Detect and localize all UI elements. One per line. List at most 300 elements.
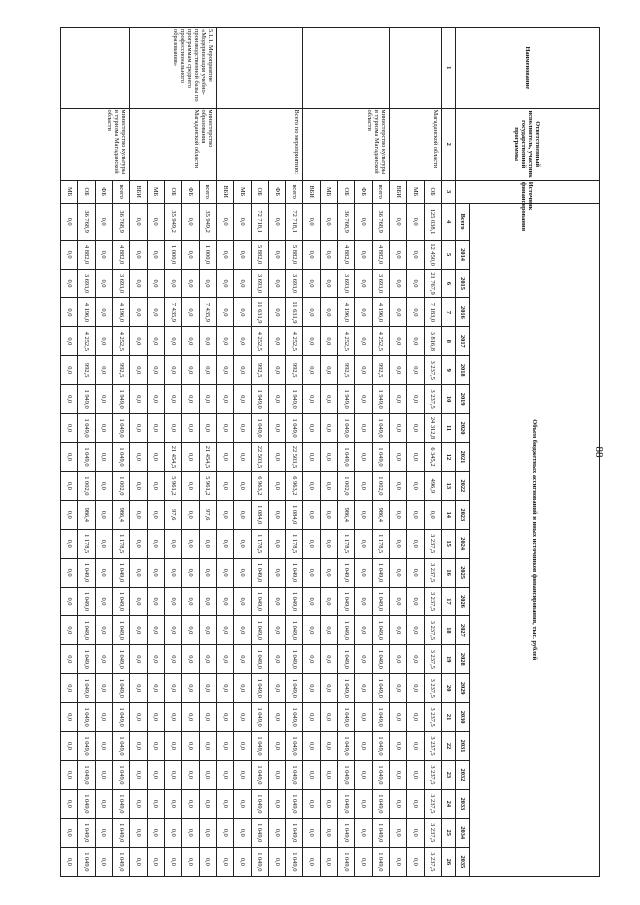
value-cell: 1 049,0 (372, 645, 389, 674)
value-cell: 0,0 (130, 385, 147, 414)
value-cell: 1 049,0 (286, 789, 303, 818)
column-number: 21 (442, 703, 456, 732)
value-cell: 7 435,9 (165, 298, 182, 327)
value-cell: 1 002,0 (372, 471, 389, 500)
column-number: 16 (442, 558, 456, 587)
value-cell: 0,0 (268, 203, 285, 240)
value-cell: 0,0 (268, 703, 285, 732)
value-cell: 0,0 (320, 818, 337, 847)
value-cell: 6 963,2 (286, 471, 303, 500)
value-cell: 1 049,0 (78, 818, 95, 847)
value-cell: 3 693,0 (372, 269, 389, 298)
value-cell: 992,5 (113, 356, 130, 385)
value-cell: 0,0 (390, 471, 407, 500)
column-number: 7 (442, 298, 456, 327)
value-cell: 496,9 (424, 471, 441, 500)
value-cell: 1 049,0 (286, 558, 303, 587)
value-cell: 0,0 (61, 356, 78, 385)
value-cell: 0,0 (390, 732, 407, 761)
value-cell: 0,0 (303, 847, 320, 876)
value-cell: 1 049,0 (113, 443, 130, 472)
value-cell: 992,5 (251, 356, 268, 385)
value-cell: 0,0 (303, 471, 320, 500)
value-cell: 0,0 (130, 645, 147, 674)
value-cell: 0,0 (234, 471, 251, 500)
value-cell: 1 049,0 (78, 847, 95, 876)
value-cell: 0,0 (182, 500, 199, 529)
value-cell: 1 049,0 (372, 789, 389, 818)
column-number: 17 (442, 587, 456, 616)
value-cell: 0,0 (355, 471, 372, 500)
value-cell: 1 049,0 (78, 616, 95, 645)
value-cell: 0,0 (199, 385, 216, 414)
value-cell: 3 237,5 (424, 529, 441, 558)
value-cell: 1 049,0 (338, 558, 355, 587)
value-cell: 0,0 (355, 818, 372, 847)
value-cell: 0,0 (182, 558, 199, 587)
value-cell: 0,0 (320, 587, 337, 616)
value-cell: 0,0 (390, 240, 407, 269)
value-cell: 1 049,0 (372, 674, 389, 703)
value-cell: 0,0 (95, 500, 112, 529)
value-cell: 1 002,0 (113, 471, 130, 500)
value-cell: 1 049,0 (113, 789, 130, 818)
value-cell: 1 049,0 (286, 414, 303, 443)
value-cell: 0,0 (303, 269, 320, 298)
value-cell: 4 252,5 (78, 327, 95, 356)
value-cell: 0,0 (407, 616, 424, 645)
value-cell: 1 049,0 (338, 789, 355, 818)
value-cell: 0,0 (182, 443, 199, 472)
value-cell: 1 049,0 (113, 847, 130, 876)
value-cell: 0,0 (61, 269, 78, 298)
value-cell: 0,0 (130, 269, 147, 298)
value-cell: 0,0 (147, 385, 164, 414)
column-number: 5 (442, 240, 456, 269)
value-cell: 0,0 (130, 818, 147, 847)
value-cell: 0,0 (407, 443, 424, 472)
value-cell: 0,0 (61, 327, 78, 356)
value-cell: 0,0 (320, 356, 337, 385)
value-cell: 0,0 (390, 500, 407, 529)
value-cell: 1 049,0 (286, 847, 303, 876)
value-cell: 0,0 (61, 203, 78, 240)
value-cell: 0,0 (390, 269, 407, 298)
value-cell: 0,0 (147, 414, 164, 443)
value-cell: 986,4 (372, 500, 389, 529)
value-cell: 0,0 (303, 529, 320, 558)
value-cell: 3 237,5 (424, 385, 441, 414)
value-cell: 0,0 (61, 471, 78, 500)
value-cell: 1 049,0 (113, 587, 130, 616)
value-cell: 0,0 (147, 789, 164, 818)
value-cell: 3 237,5 (424, 760, 441, 789)
column-number: 14 (442, 500, 456, 529)
value-cell: 7 183,0 (424, 298, 441, 327)
value-cell: 0,0 (95, 269, 112, 298)
value-cell: 0,0 (268, 269, 285, 298)
value-cell: 97,6 (165, 500, 182, 529)
value-cell: 0,0 (234, 203, 251, 240)
value-cell: 0,0 (407, 356, 424, 385)
value-cell: 0,0 (355, 203, 372, 240)
value-cell: 0,0 (407, 760, 424, 789)
value-cell: 0,0 (165, 385, 182, 414)
value-cell: 0,0 (182, 818, 199, 847)
value-cell: 0,0 (130, 847, 147, 876)
value-cell: 1 049,0 (78, 732, 95, 761)
value-cell: 0,0 (61, 760, 78, 789)
header-year: 2015 (456, 269, 470, 298)
value-cell: 0,0 (130, 760, 147, 789)
column-number: 9 (442, 356, 456, 385)
value-cell: 1 049,0 (251, 674, 268, 703)
column-number: 26 (442, 847, 456, 876)
value-cell: 0,0 (355, 732, 372, 761)
value-cell: 0,0 (216, 500, 233, 529)
value-cell: 0,0 (130, 327, 147, 356)
value-cell: 1 084,0 (286, 500, 303, 529)
value-cell: 0,0 (165, 558, 182, 587)
value-cell: 0,0 (268, 529, 285, 558)
value-cell: 21 454,5 (165, 443, 182, 472)
value-cell: 0,0 (320, 847, 337, 876)
value-cell: 0,0 (234, 443, 251, 472)
value-cell: 0,0 (268, 500, 285, 529)
value-cell: 0,0 (165, 587, 182, 616)
value-cell: 0,0 (147, 240, 164, 269)
value-cell: 1 000,0 (165, 240, 182, 269)
participant-cell: Всего по мероприятию: (216, 108, 303, 180)
value-cell: 0,0 (130, 558, 147, 587)
value-cell: 0,0 (130, 240, 147, 269)
value-cell: 986,4 (78, 500, 95, 529)
value-cell: 1 049,0 (286, 703, 303, 732)
column-number: 10 (442, 385, 456, 414)
value-cell: 0,0 (268, 847, 285, 876)
value-cell: 0,0 (303, 500, 320, 529)
value-cell: 0,0 (216, 732, 233, 761)
value-cell: 0,0 (424, 500, 441, 529)
header-year: 2016 (456, 298, 470, 327)
value-cell: 0,0 (268, 818, 285, 847)
value-cell: 0,0 (199, 558, 216, 587)
value-cell: 0,0 (147, 645, 164, 674)
column-number: 2 (442, 108, 456, 180)
header-total: Всего (456, 203, 470, 240)
value-cell: 1 002,0 (78, 471, 95, 500)
value-cell: 4 882,0 (78, 240, 95, 269)
value-cell: 0,0 (95, 414, 112, 443)
value-cell: 1 049,0 (372, 703, 389, 732)
value-cell: 0,0 (61, 789, 78, 818)
value-cell: 1 049,0 (372, 616, 389, 645)
header-year: 2034 (456, 818, 470, 847)
value-cell: 3 237,5 (424, 645, 441, 674)
value-cell: 0,0 (165, 616, 182, 645)
value-cell: 0,0 (130, 674, 147, 703)
value-cell: 0,0 (234, 587, 251, 616)
value-cell: 1 049,0 (78, 674, 95, 703)
value-cell: 0,0 (182, 847, 199, 876)
activity-name-cell: 5.1.1. Мероприятие «Модернизация учебно-производственной базы по программам среднего профессионального образования» (130, 28, 217, 109)
source-cell: ВБИ (303, 180, 320, 203)
value-cell: 1 178,5 (338, 529, 355, 558)
value-cell: 0,0 (234, 616, 251, 645)
value-cell: 0,0 (95, 789, 112, 818)
value-cell: 4 196,0 (338, 298, 355, 327)
value-cell: 0,0 (234, 298, 251, 327)
value-cell: 0,0 (95, 587, 112, 616)
header-year: 2021 (456, 443, 470, 472)
value-cell: 0,0 (234, 558, 251, 587)
value-cell: 0,0 (61, 847, 78, 876)
value-cell: 24 312,8 (424, 414, 441, 443)
value-cell: 0,0 (61, 558, 78, 587)
value-cell: 0,0 (147, 616, 164, 645)
value-cell: 1 049,0 (78, 443, 95, 472)
source-cell: МБ (61, 180, 78, 203)
value-cell: 1 049,0 (78, 587, 95, 616)
header-source: Источник финансирования (456, 180, 600, 203)
value-cell: 0,0 (390, 703, 407, 732)
value-cell: 0,0 (165, 732, 182, 761)
column-number: 4 (442, 203, 456, 240)
value-cell: 1 049,0 (338, 674, 355, 703)
value-cell: 0,0 (95, 203, 112, 240)
value-cell: 0,0 (61, 818, 78, 847)
value-cell: 0,0 (182, 471, 199, 500)
header-year: 2032 (456, 760, 470, 789)
value-cell: 1 949,0 (78, 385, 95, 414)
value-cell: 0,0 (355, 847, 372, 876)
value-cell: 0,0 (234, 674, 251, 703)
value-cell: 1 049,0 (286, 760, 303, 789)
value-cell: 0,0 (268, 587, 285, 616)
value-cell: 0,0 (216, 616, 233, 645)
value-cell: 0,0 (199, 847, 216, 876)
value-cell: 0,0 (147, 558, 164, 587)
value-cell: 3 237,5 (424, 847, 441, 876)
value-cell: 0,0 (130, 703, 147, 732)
value-cell: 1 049,0 (286, 645, 303, 674)
value-cell: 0,0 (216, 356, 233, 385)
value-cell: 4 196,0 (78, 298, 95, 327)
value-cell: 1 049,0 (113, 414, 130, 443)
value-cell: 0,0 (355, 645, 372, 674)
value-cell: 0,0 (268, 356, 285, 385)
value-cell: 0,0 (182, 587, 199, 616)
value-cell: 1 049,0 (251, 732, 268, 761)
value-cell: 0,0 (216, 558, 233, 587)
value-cell: 0,0 (95, 443, 112, 472)
value-cell: 0,0 (147, 732, 164, 761)
header-year: 2017 (456, 327, 470, 356)
value-cell: 1 049,0 (286, 616, 303, 645)
header-year: 2018 (456, 356, 470, 385)
value-cell: 0,0 (165, 760, 182, 789)
value-cell: 0,0 (216, 298, 233, 327)
value-cell: 1 049,0 (372, 760, 389, 789)
column-number: 25 (442, 818, 456, 847)
value-cell: 0,0 (320, 760, 337, 789)
value-cell: 1 049,0 (286, 674, 303, 703)
source-cell: ВБИ (130, 180, 147, 203)
value-cell: 1 002,0 (338, 471, 355, 500)
activity-name-cell (61, 28, 130, 109)
value-cell: 21 454,5 (199, 443, 216, 472)
value-cell: 5 961,2 (165, 471, 182, 500)
value-cell: 1 049,0 (338, 414, 355, 443)
value-cell: 0,0 (320, 414, 337, 443)
value-cell: 0,0 (268, 443, 285, 472)
value-cell: 1 178,5 (113, 529, 130, 558)
value-cell: 0,0 (182, 789, 199, 818)
value-cell: 0,0 (165, 645, 182, 674)
value-cell: 0,0 (199, 789, 216, 818)
value-cell: 0,0 (303, 818, 320, 847)
value-cell: 0,0 (407, 385, 424, 414)
value-cell: 1 178,5 (251, 529, 268, 558)
source-cell: МБ (407, 180, 424, 203)
value-cell: 0,0 (216, 203, 233, 240)
value-cell: 0,0 (355, 327, 372, 356)
value-cell: 0,0 (407, 529, 424, 558)
value-cell: 1 049,0 (251, 789, 268, 818)
value-cell: 0,0 (320, 616, 337, 645)
value-cell: 0,0 (320, 789, 337, 818)
activity-name-cell (390, 28, 442, 109)
value-cell: 0,0 (303, 616, 320, 645)
value-cell: 0,0 (320, 645, 337, 674)
value-cell: 0,0 (95, 356, 112, 385)
column-number: 24 (442, 789, 456, 818)
value-cell: 0,0 (407, 674, 424, 703)
value-cell: 0,0 (268, 240, 285, 269)
value-cell: 0,0 (95, 327, 112, 356)
source-cell: ОБ (165, 180, 182, 203)
value-cell: 0,0 (390, 414, 407, 443)
value-cell: 0,0 (182, 298, 199, 327)
header-year: 2024 (456, 529, 470, 558)
value-cell: 0,0 (182, 674, 199, 703)
value-cell: 0,0 (199, 674, 216, 703)
value-cell: 0,0 (303, 298, 320, 327)
rotated-page (60, 27, 600, 877)
header-year: 2028 (456, 645, 470, 674)
value-cell: 0,0 (355, 240, 372, 269)
value-cell: 3 237,5 (424, 674, 441, 703)
funding-table (60, 27, 600, 877)
value-cell: 1 049,0 (338, 732, 355, 761)
value-cell: 0,0 (390, 529, 407, 558)
value-cell: 0,0 (320, 500, 337, 529)
value-cell: 0,0 (95, 529, 112, 558)
value-cell: 1 049,0 (113, 558, 130, 587)
value-cell: 11 631,9 (251, 298, 268, 327)
value-cell: 0,0 (216, 327, 233, 356)
value-cell: 1 049,0 (338, 847, 355, 876)
value-cell: 125 038,1 (424, 203, 441, 240)
value-cell: 3 693,0 (286, 269, 303, 298)
value-cell: 0,0 (165, 703, 182, 732)
value-cell: 1 049,0 (251, 616, 268, 645)
value-cell: 0,0 (320, 240, 337, 269)
value-cell: 1 049,0 (78, 703, 95, 732)
value-cell: 0,0 (95, 558, 112, 587)
column-number: 19 (442, 645, 456, 674)
value-cell: 3 237,5 (424, 356, 441, 385)
value-cell: 0,0 (390, 203, 407, 240)
table-row (286, 28, 303, 877)
value-cell: 0,0 (147, 356, 164, 385)
value-cell: 0,0 (390, 645, 407, 674)
value-cell: 0,0 (147, 587, 164, 616)
value-cell: 986,4 (113, 500, 130, 529)
value-cell: 0,0 (390, 847, 407, 876)
value-cell: 1 049,0 (113, 616, 130, 645)
source-cell: всего (286, 180, 303, 203)
value-cell: 0,0 (147, 500, 164, 529)
value-cell: 0,0 (95, 674, 112, 703)
value-cell: 0,0 (165, 818, 182, 847)
column-number: 23 (442, 760, 456, 789)
value-cell: 1 049,0 (372, 847, 389, 876)
column-number: 15 (442, 529, 456, 558)
value-cell: 0,0 (303, 203, 320, 240)
value-cell: 4 252,5 (251, 327, 268, 356)
value-cell: 0,0 (199, 760, 216, 789)
value-cell: 0,0 (355, 443, 372, 472)
value-cell: 0,0 (355, 500, 372, 529)
header-name: Наименование (456, 28, 600, 109)
value-cell: 1 049,0 (286, 818, 303, 847)
participant-cell: министерство культуры и туризма Магаданской области (61, 108, 130, 180)
value-cell: 0,0 (355, 558, 372, 587)
value-cell: 0,0 (268, 645, 285, 674)
value-cell: 0,0 (61, 500, 78, 529)
value-cell: 1 049,0 (372, 818, 389, 847)
value-cell: 0,0 (390, 818, 407, 847)
value-cell: 0,0 (390, 789, 407, 818)
value-cell: 0,0 (234, 645, 251, 674)
value-cell: 4 882,0 (113, 240, 130, 269)
header-responsible: Ответственный исполнитель, участник государственной программы (456, 108, 600, 180)
value-cell: 1 049,0 (372, 414, 389, 443)
value-cell: 1 049,0 (338, 443, 355, 472)
value-cell: 0,0 (407, 269, 424, 298)
value-cell: 0,0 (147, 818, 164, 847)
value-cell: 0,0 (216, 703, 233, 732)
value-cell: 0,0 (234, 529, 251, 558)
value-cell: 0,0 (234, 269, 251, 298)
value-cell: 0,0 (407, 558, 424, 587)
value-cell: 1 049,0 (78, 558, 95, 587)
value-cell: 0,0 (199, 327, 216, 356)
value-cell: 0,0 (182, 703, 199, 732)
value-cell: 0,0 (355, 414, 372, 443)
value-cell: 0,0 (165, 674, 182, 703)
value-cell: 1 049,0 (78, 414, 95, 443)
value-cell: 0,0 (303, 385, 320, 414)
value-cell: 0,0 (216, 240, 233, 269)
value-cell: 0,0 (320, 558, 337, 587)
value-cell: 6 963,2 (251, 471, 268, 500)
header-year: 2035 (456, 847, 470, 876)
value-cell: 0,0 (268, 558, 285, 587)
value-cell: 0,0 (216, 269, 233, 298)
header-year: 2025 (456, 558, 470, 587)
